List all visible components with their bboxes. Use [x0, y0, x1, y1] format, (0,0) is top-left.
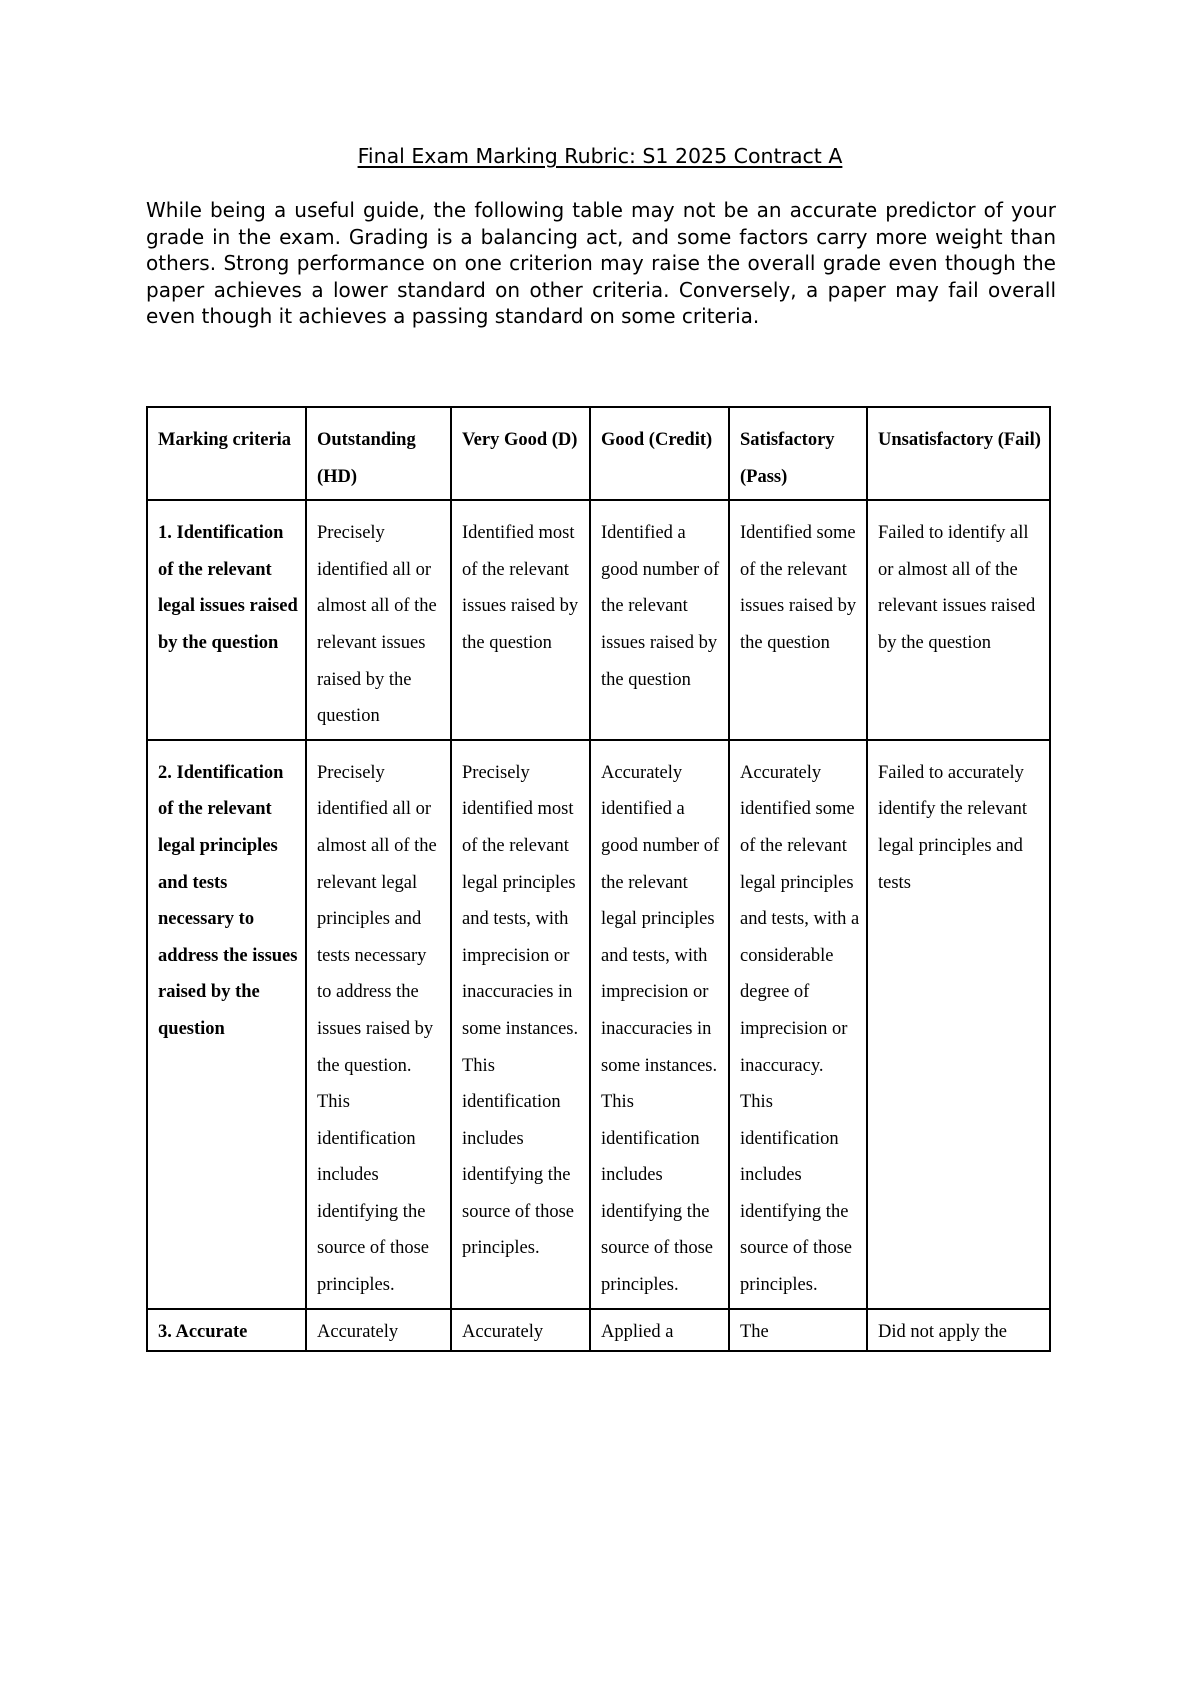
cell-outstanding: Precisely identified all or almost all of the relevant issues raised by the question — [306, 500, 451, 740]
cell-very-good: Accurately — [451, 1309, 590, 1352]
header-unsatisfactory: Unsatisfactory (Fail) — [867, 407, 1050, 500]
cell-unsatisfactory: Did not apply the — [867, 1309, 1050, 1352]
cell-unsatisfactory: Failed to identify all or almost all of the relevant issues raised by the question — [867, 500, 1050, 740]
cell-unsatisfactory: Failed to accurately identify the relevant legal principles and tests — [867, 740, 1050, 1309]
header-good: Good (Credit) — [590, 407, 729, 500]
header-very-good: Very Good (D) — [451, 407, 590, 500]
cell-satisfactory: The — [729, 1309, 867, 1352]
table-row — [147, 500, 1050, 740]
rubric-table — [146, 406, 1051, 1352]
header-satisfactory: Satisfactory (Pass) — [729, 407, 867, 500]
criterion-cell: 1. Identification of the relevant legal issues raised by the question — [147, 500, 306, 740]
cell-satisfactory: Identified some of the relevant issues raised by the question — [729, 500, 867, 740]
criterion-cell: 2. Identification of the relevant legal principles and tests necessary to address the issues raised by the question — [147, 740, 306, 1309]
cell-very-good: Precisely identified most of the relevant legal principles and tests, with imprecision or inaccuracies in some instances. This identification includes identifying the source of those principles. — [451, 740, 590, 1309]
cell-outstanding: Accurately — [306, 1309, 451, 1352]
header-outstanding: Outstanding (HD) — [306, 407, 451, 500]
header-marking-criteria: Marking criteria — [147, 407, 306, 500]
cell-good: Identified a good number of the relevant issues raised by the question — [590, 500, 729, 740]
table-row — [147, 1309, 1050, 1352]
table-row — [147, 740, 1050, 1309]
cell-satisfactory: Accurately identified some of the relevant legal principles and tests, with a considerable degree of imprecision or inaccuracy. This identification includes identifying the source of those principles. — [729, 740, 867, 1309]
intro-paragraph: While being a useful guide, the following table may not be an accurate predictor of your grade in the exam. Grading is a balancing act, and some factors carry more weight than others. Strong performance on one criterion may raise the overall grade even though the paper achieves a lower standard on other criteria. Conversely, a paper may fail overall even though it achieves a passing standard on some criteria. — [146, 198, 1056, 328]
criterion-cell: 3. Accurate — [147, 1309, 306, 1352]
cell-outstanding: Precisely identified all or almost all of the relevant legal principles and tests necessary to address the issues raised by the question. This identification includes identifying the source of those principles. — [306, 740, 451, 1309]
cell-very-good: Identified most of the relevant issues raised by the question — [451, 500, 590, 740]
page-title: Final Exam Marking Rubric: S1 2025 Contract A — [357, 144, 843, 168]
header-row — [147, 407, 1050, 500]
cell-good: Applied a — [590, 1309, 729, 1352]
cell-good: Accurately identified a good number of the relevant legal principles and tests, with imprecision or inaccuracies in some instances. This identification includes identifying the source of those principles. — [590, 740, 729, 1309]
